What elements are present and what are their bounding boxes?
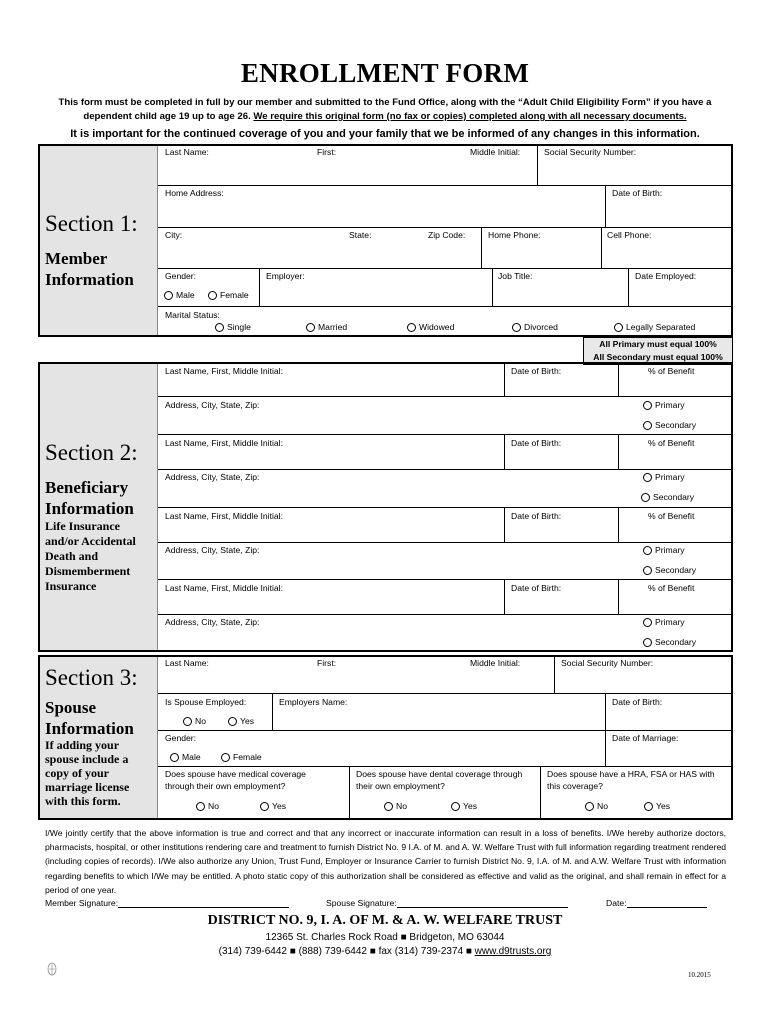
s1-gender-male[interactable]: Male	[164, 290, 195, 300]
s1-marital-legally-separated[interactable]: Legally Separated	[614, 322, 695, 332]
b1-name-label: Last Name, First, Middle Initial:	[165, 366, 283, 376]
b1-secondary[interactable]: Secondary	[643, 420, 696, 430]
section-3-small1: If adding your	[45, 738, 120, 752]
s1-gender-label: Gender:	[165, 271, 197, 281]
s1-date-employed-field[interactable]	[630, 283, 730, 304]
s1-marital-status-label: Marital Status:	[165, 310, 220, 320]
important-notice: It is important for the continued coverage of you and your family that we be informed of any changes in this information.	[70, 128, 700, 140]
s3-date-marriage-label: Date of Marriage:	[612, 733, 679, 743]
radio-icon[interactable]	[208, 291, 217, 300]
s3-gender-male[interactable]: Male	[170, 752, 201, 762]
b1-dob-label: Date of Birth:	[511, 366, 562, 376]
section-2-small4: Dismemberment	[45, 564, 131, 578]
spouse-signature	[326, 897, 568, 908]
s1-cell-phone-label: Cell Phone:	[607, 230, 652, 240]
s1-first-label: First:	[317, 147, 337, 157]
section-3-small3: copy of your	[45, 766, 109, 780]
s1-employer-field[interactable]	[261, 283, 490, 304]
s1-marital-divorced[interactable]: Divorced	[512, 322, 558, 332]
b3-name-label: Last Name, First, Middle Initial:	[165, 511, 283, 521]
s3-employers-name-label: Employers Name:	[279, 697, 348, 707]
s3-employed-no[interactable]: No	[183, 716, 206, 726]
radio-icon[interactable]	[643, 638, 652, 647]
radio-icon[interactable]	[451, 802, 460, 811]
s1-employer-label: Employer:	[266, 271, 305, 281]
footer-website-link[interactable]: www.d9trusts.org	[474, 946, 552, 957]
date-signature	[606, 897, 707, 908]
radio-icon[interactable]	[196, 802, 205, 811]
intro-line-2b: We require this original form (no fax or copies) completed along with all necessary documents.	[253, 111, 687, 122]
b4-secondary[interactable]: Secondary	[643, 637, 696, 647]
certification-text: I/We jointly certify that the above information is true and correct and that any incorrect or inaccurate information can result in a loss of benefits. I/We hereby authorize doctors, pharmacists, hospital, or other institutions rendering care and treatment to furnish District No. 9 I.A. of M. and A. W. Welfare Trust with full information regarding treatment rendered (including copies of records). I/We also authorize any Union, Trust Fund, Employer or Insurance Carrier to furnish District No. 9, I.A. of M. and A.W. Welfare Trust with information regarding benefits to which I/We may be entitled. A photo static copy of this authorization shall be considered as effective and valid as the original, and shall remain in effect for a period of one year.	[45, 828, 726, 895]
s3-last-name-label: Last Name:	[165, 658, 209, 668]
section-3-sub2: Information	[45, 719, 134, 738]
s3-hra-q1: Does spouse have a HRA, FSA or HAS with	[547, 769, 715, 779]
s1-date-employed-label: Date Employed:	[635, 271, 697, 281]
radio-icon[interactable]	[585, 802, 594, 811]
radio-icon[interactable]	[643, 618, 652, 627]
b3-address-label: Address, City, State, Zip:	[165, 545, 260, 555]
intro-line-1: This form must be completed in full by our member and submitted to the Fund Office, along with the “Adult Child Eligibility Form” if you have a	[58, 97, 712, 108]
s3-ssn-field[interactable]	[557, 670, 730, 691]
radio-icon[interactable]	[221, 753, 230, 762]
member-signature	[45, 897, 289, 908]
radio-icon[interactable]	[260, 802, 269, 811]
b1-primary[interactable]: Primary	[643, 400, 685, 410]
union-logo-icon	[47, 962, 57, 976]
s1-last-name-label: Last Name:	[165, 147, 209, 157]
b3-secondary[interactable]: Secondary	[643, 565, 696, 575]
s1-ssn-label: Social Security Number:	[544, 147, 637, 157]
b2-primary[interactable]: Primary	[643, 472, 685, 482]
section-2-title: Section 2:	[45, 440, 138, 465]
s3-employers-name-field[interactable]	[274, 709, 602, 728]
section-3-small5: with this form.	[45, 794, 121, 808]
radio-icon[interactable]	[643, 401, 652, 410]
section-1-sub2: Information	[45, 270, 134, 289]
s1-home-phone-field[interactable]	[483, 242, 599, 266]
s3-first-label: First:	[317, 658, 337, 668]
section-3-small4: marriage license	[45, 780, 130, 794]
radio-icon[interactable]	[170, 753, 179, 762]
s1-home-phone-label: Home Phone:	[488, 230, 541, 240]
radio-icon[interactable]	[643, 421, 652, 430]
s1-dob-label: Date of Birth:	[612, 188, 663, 198]
s1-job-title-field[interactable]	[494, 283, 626, 304]
radio-icon[interactable]	[384, 802, 393, 811]
form-version: 10.2015	[688, 971, 711, 979]
b1-pct-label: % of Benefit	[648, 366, 695, 376]
s3-gender-label: Gender:	[165, 733, 197, 743]
b4-pct-label: % of Benefit	[648, 583, 695, 593]
radio-icon[interactable]	[643, 473, 652, 482]
s3-hra-no[interactable]: No	[585, 801, 608, 811]
radio-icon[interactable]	[641, 493, 650, 502]
s1-home-address-label: Home Address:	[165, 188, 224, 198]
s3-dental-no[interactable]: No	[384, 801, 407, 811]
b2-dob-label: Date of Birth:	[511, 438, 562, 448]
s3-date-marriage-field[interactable]	[607, 745, 730, 764]
radio-icon[interactable]	[512, 323, 521, 332]
section-1-sub1: Member	[45, 249, 108, 268]
s1-marital-married[interactable]: Married	[306, 322, 347, 332]
s1-state-label: State:	[349, 230, 372, 240]
s1-marital-single[interactable]: Single	[215, 322, 251, 332]
footer-phones: (314) 739-6442 ■ (888) 739-6442 ■ fax (314) 739-2374 ■	[218, 946, 475, 957]
radio-icon[interactable]	[614, 323, 623, 332]
date-label: Date:	[606, 898, 627, 908]
s3-ssn-label: Social Security Number:	[561, 658, 654, 668]
section-3-title: Section 3:	[45, 665, 138, 690]
section-2-sub1: Beneficiary	[45, 478, 129, 497]
intro-line-2a: dependent child age 19 up to age 26.	[83, 111, 254, 122]
b1-address-label: Address, City, State, Zip:	[165, 400, 260, 410]
date-field[interactable]	[627, 897, 707, 908]
member-signature-label: Member Signature:	[45, 898, 119, 908]
s3-dob-label: Date of Birth:	[612, 697, 663, 707]
section-1-sidebar	[40, 146, 158, 335]
radio-icon[interactable]	[183, 717, 192, 726]
b4-address-label: Address, City, State, Zip:	[165, 617, 260, 627]
radio-icon[interactable]	[215, 323, 224, 332]
b3-primary[interactable]: Primary	[643, 545, 685, 555]
section-2-small5: Insurance	[45, 579, 97, 593]
secondary-percent-note: All Secondary must equal 100%	[593, 352, 723, 362]
radio-icon[interactable]	[228, 717, 237, 726]
member-signature-field[interactable]	[118, 897, 289, 908]
s3-employed-label: Is Spouse Employed:	[165, 697, 247, 707]
s3-dob-field[interactable]	[607, 709, 730, 728]
s3-name-field[interactable]	[160, 670, 552, 691]
footer-org: DISTRICT NO. 9, I. A. OF M. & A. W. WELFARE TRUST	[207, 913, 563, 928]
b2-secondary[interactable]: Secondary	[641, 492, 694, 502]
page-title: ENROLLMENT FORM	[240, 58, 530, 88]
s3-employed-yes[interactable]: Yes	[228, 716, 254, 726]
section-2-small1: Life Insurance	[45, 519, 120, 533]
s1-marital-widowed[interactable]: Widowed	[407, 322, 454, 332]
s3-hra-q2: this coverage?	[547, 781, 603, 791]
b4-primary[interactable]: Primary	[643, 617, 685, 627]
s3-dental-yes[interactable]: Yes	[451, 801, 477, 811]
s1-job-title-label: Job Title:	[498, 271, 533, 281]
beneficiary-percent-note	[583, 337, 733, 365]
radio-icon[interactable]	[644, 802, 653, 811]
primary-percent-note: All Primary must equal 100%	[599, 339, 717, 349]
s3-dental-q2: their own employment?	[356, 781, 445, 791]
b4-dob-label: Date of Birth:	[511, 583, 562, 593]
b2-address-label: Address, City, State, Zip:	[165, 472, 260, 482]
footer-contact	[0, 946, 770, 957]
radio-icon[interactable]	[306, 323, 315, 332]
s3-gender-female[interactable]: Female	[221, 752, 262, 762]
section-3-small2: spouse include a	[45, 752, 129, 766]
s1-cell-phone-field[interactable]	[603, 242, 730, 266]
section-1-title: Section 1:	[45, 211, 138, 236]
intro-line-2	[30, 110, 740, 124]
s3-medical-q1: Does spouse have medical coverage	[165, 769, 306, 779]
b3-pct-label: % of Benefit	[648, 511, 695, 521]
s1-home-address-field[interactable]	[160, 200, 602, 224]
spouse-signature-label: Spouse Signature:	[326, 898, 397, 908]
s1-gender-female[interactable]: Female	[208, 290, 249, 300]
section-3-sub1: Spouse	[45, 698, 97, 717]
radio-icon[interactable]	[164, 291, 173, 300]
radio-icon[interactable]	[643, 566, 652, 575]
s1-city-state-zip-field[interactable]	[160, 242, 478, 266]
radio-icon[interactable]	[643, 546, 652, 555]
section-2-small2: and/or Accidental	[45, 534, 136, 548]
s3-medical-q2: through their own employment?	[165, 781, 286, 791]
s1-city-label: City:	[165, 230, 183, 240]
s3-hra-yes[interactable]: Yes	[644, 801, 670, 811]
s1-zip-label: Zip Code:	[428, 230, 466, 240]
section-2-sub2: Information	[45, 499, 134, 518]
s1-name-field[interactable]	[160, 160, 535, 182]
b2-pct-label: % of Benefit	[648, 438, 695, 448]
s3-middle-initial-label: Middle Initial:	[470, 658, 521, 668]
s1-middle-initial-label: Middle Initial:	[470, 147, 521, 157]
b4-name-label: Last Name, First, Middle Initial:	[165, 583, 283, 593]
footer-address: 12365 St. Charles Rock Road ■ Bridgeton, MO 63044	[265, 932, 505, 943]
s3-medical-yes[interactable]: Yes	[260, 801, 286, 811]
section-2-small3: Death and	[45, 549, 99, 563]
radio-icon[interactable]	[407, 323, 416, 332]
spouse-signature-field[interactable]	[397, 897, 568, 908]
s3-medical-no[interactable]: No	[196, 801, 219, 811]
s1-ssn-field[interactable]	[540, 160, 730, 182]
s3-dental-q1: Does spouse have dental coverage through	[356, 769, 523, 779]
b3-dob-label: Date of Birth:	[511, 511, 562, 521]
s1-dob-field[interactable]	[607, 200, 730, 224]
b2-name-label: Last Name, First, Middle Initial:	[165, 438, 283, 448]
